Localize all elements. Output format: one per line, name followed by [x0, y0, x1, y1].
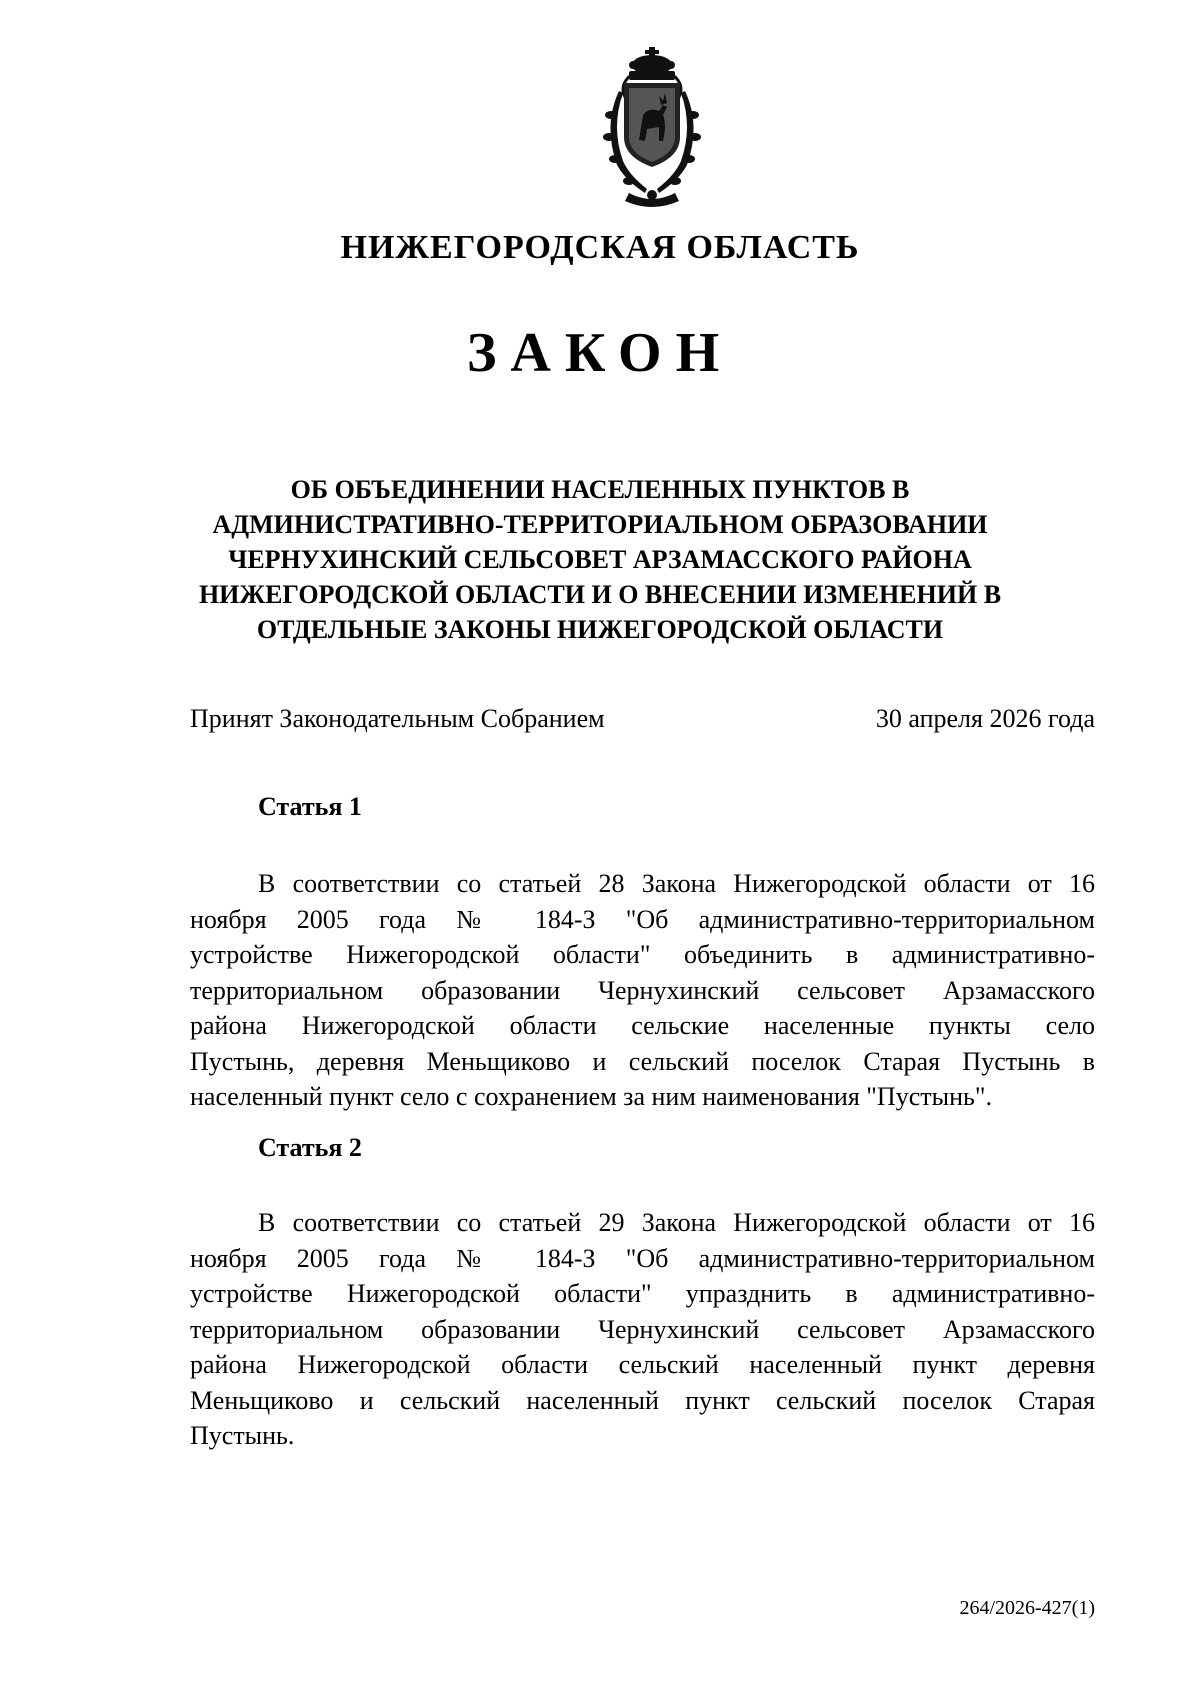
- law-title-line: ОТДЕЛЬНЫЕ ЗАКОНЫ НИЖЕГОРОДСКОЙ ОБЛАСТИ: [256, 615, 944, 644]
- text-line: В соответствии со статьей 29 Закона Нижегородской области от 16: [258, 1208, 1095, 1237]
- region-name: НИЖЕГОРОДСКАЯ ОБЛАСТЬ: [340, 229, 860, 266]
- text-line: территориальном образовании Чернухинский сельсовет Арзамасского: [190, 975, 1095, 1005]
- text-line: территориальном образовании Чернухинский сельсовет Арзамасского: [190, 1314, 1095, 1344]
- law-title-line: ОБ ОБЪЕДИНЕНИИ НАСЕЛЕННЫХ ПУНКТОВ В: [290, 475, 910, 504]
- text-line: Пустынь, деревня Меньщиково и сельский поселок Старая Пустынь в: [190, 1046, 1095, 1076]
- text-line: ноября 2005 года № 184-З "Об административно-территориальном: [190, 904, 1095, 934]
- article-1-heading: Статья 1: [258, 792, 362, 821]
- law-title: [150, 472, 1050, 647]
- document-type: ЗАКОН: [466, 322, 734, 384]
- law-title-line: ЧЕРНУХИНСКИЙ СЕЛЬСОВЕТ АРЗАМАССКОГО РАЙОНА: [228, 545, 972, 574]
- document-number: 264/2026-427(1): [959, 1597, 1095, 1619]
- article-2-text: [190, 1205, 1095, 1454]
- coat-of-arms-icon: [589, 45, 715, 210]
- text-line: района Нижегородской области сельский населенный пункт деревня: [190, 1350, 1095, 1379]
- text-line: ноября 2005 года № 184-З "Об административно-территориальном: [190, 1243, 1095, 1273]
- article-1-text: [190, 866, 1095, 1115]
- text-line: района Нижегородской области сельские населенные пункты село: [190, 1011, 1095, 1040]
- law-title-line: АДМИНИСТРАТИВНО-ТЕРРИТОРИАЛЬНОМ ОБРАЗОВАНИИ: [212, 510, 988, 539]
- text-line: Пустынь.: [190, 1421, 295, 1450]
- text-line: Меньщиково и сельский населенный пункт сельский поселок Старая: [190, 1385, 1095, 1415]
- article-2-heading: Статья 2: [258, 1133, 362, 1162]
- text-line: устройстве Нижегородской области" упразднить в административно-: [190, 1279, 1095, 1308]
- text-line: устройстве Нижегородской области" объединить в административно-: [190, 940, 1095, 969]
- law-title-line: НИЖЕГОРОДСКОЙ ОБЛАСТИ И О ВНЕСЕНИИ ИЗМЕНЕНИЙ В: [198, 580, 1002, 609]
- text-line: населенный пункт село с сохранением за ним наименования "Пустынь".: [190, 1082, 992, 1111]
- adopted-by: Принят Законодательным Собранием: [190, 704, 605, 733]
- adoption-date: 30 апреля 2026 года: [875, 704, 1095, 733]
- text-line: В соответствии со статьей 28 Закона Нижегородской области от 16: [258, 869, 1095, 898]
